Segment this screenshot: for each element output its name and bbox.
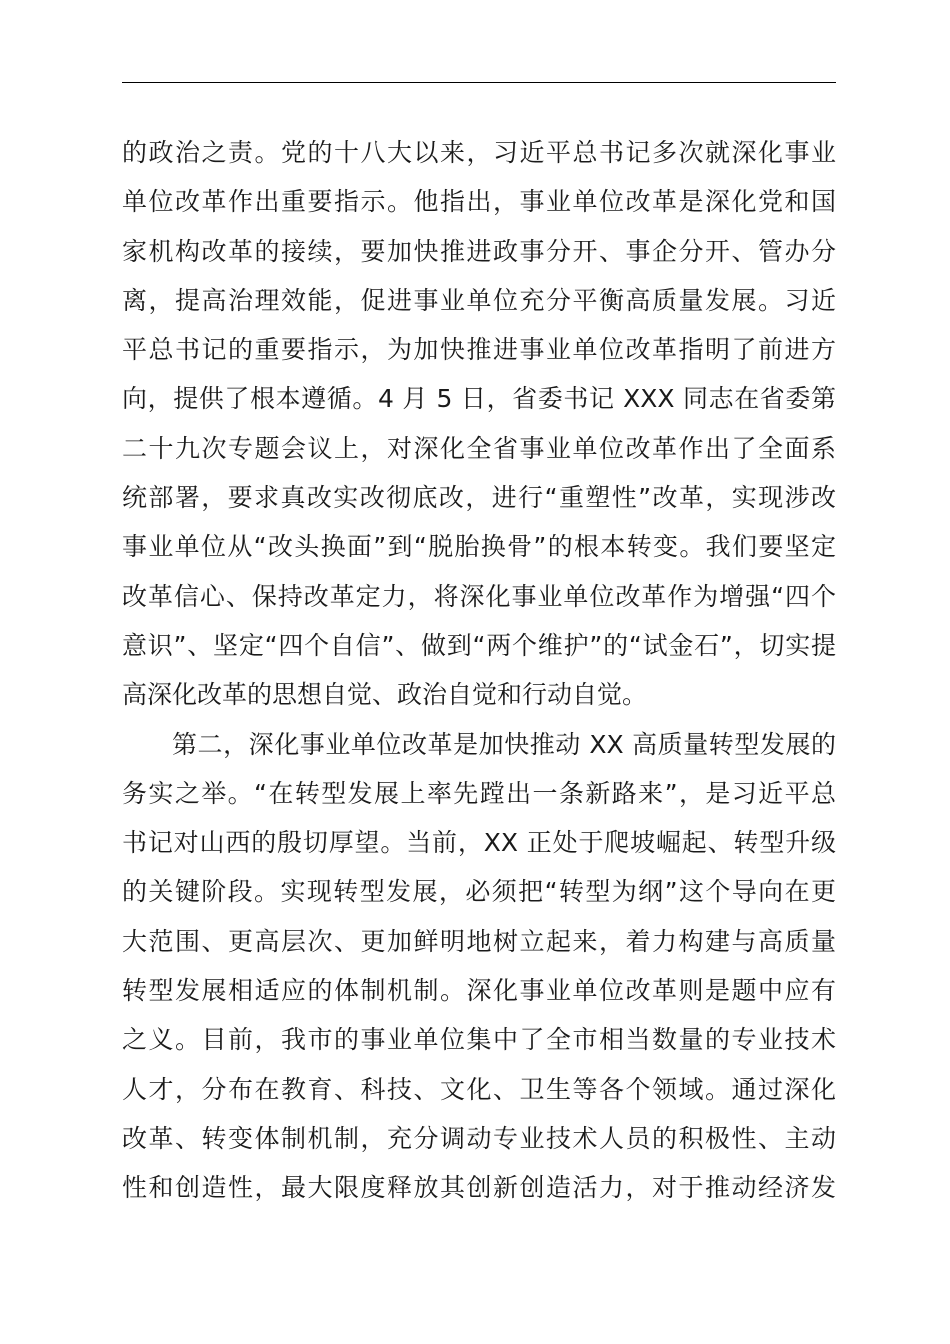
text-line: 之义。目前，我市的事业单位集中了全市相当数量的专业技术 bbox=[122, 1025, 836, 1055]
text-line: 单位改革作出重要指示。他指出，事业单位改革是深化党和国 bbox=[122, 187, 836, 217]
text-line: 人才，分布在教育、科技、文化、卫生等各个领域。通过深化 bbox=[122, 1074, 836, 1104]
text-line: 离，提高治理效能，促进事业单位充分平衡高质量发展。习近 bbox=[122, 285, 836, 315]
text-line: 改革、转变体制机制，充分调动专业技术人员的积极性、主动 bbox=[122, 1123, 836, 1153]
text-line: 二十九次专题会议上，对深化全省事业单位改革作出了全面系 bbox=[122, 433, 836, 463]
text-line: 统部署，要求真改实改彻底改，进行“重塑性”改革，实现涉改 bbox=[122, 483, 836, 513]
text-line: 转型发展相适应的体制机制。深化事业单位改革则是题中应有 bbox=[122, 976, 836, 1006]
text-line: 事业单位从“改头换面”到“脱胎换骨”的根本转变。我们要坚定 bbox=[122, 532, 836, 562]
paragraph-start-line: 第二，深化事业单位改革是加快推动 XX 高质量转型发展的 bbox=[172, 729, 836, 759]
text-line: 的关键阶段。实现转型发展，必须把“转型为纲”这个导向在更 bbox=[122, 877, 836, 907]
paragraph-end-line: 高深化改革的思想自觉、政治自觉和行动自觉。 bbox=[122, 680, 648, 710]
body-text bbox=[122, 128, 836, 1213]
text-line: 家机构改革的接续，要加快推进政事分开、事企分开、管办分 bbox=[122, 236, 836, 266]
text-line: 务实之举。“在转型发展上率先蹚出一条新路来”，是习近平总 bbox=[122, 778, 836, 808]
header-rule bbox=[122, 82, 836, 83]
text-line: 平总书记的重要指示，为加快推进事业单位改革指明了前进方 bbox=[122, 335, 836, 365]
text-line: 性和创造性，最大限度释放其创新创造活力，对于推动经济发 bbox=[122, 1173, 836, 1203]
text-line: 大范围、更高层次、更加鲜明地树立起来，着力构建与高质量 bbox=[122, 926, 836, 956]
text-line: 书记对山西的殷切厚望。当前，XX 正处于爬坡崛起、转型升级 bbox=[122, 828, 836, 858]
text-line: 改革信心、保持改革定力，将深化事业单位改革作为增强“四个 bbox=[122, 581, 836, 611]
text-line: 向，提供了根本遵循。4 月 5 日，省委书记 XXX 同志在省委第 bbox=[122, 384, 836, 414]
text-line: 的政治之责。党的十八大以来，习近平总书记多次就深化事业 bbox=[122, 138, 836, 167]
text-line: 意识”、坚定“四个自信”、做到“两个维护”的“试金石”，切实提 bbox=[122, 630, 836, 660]
